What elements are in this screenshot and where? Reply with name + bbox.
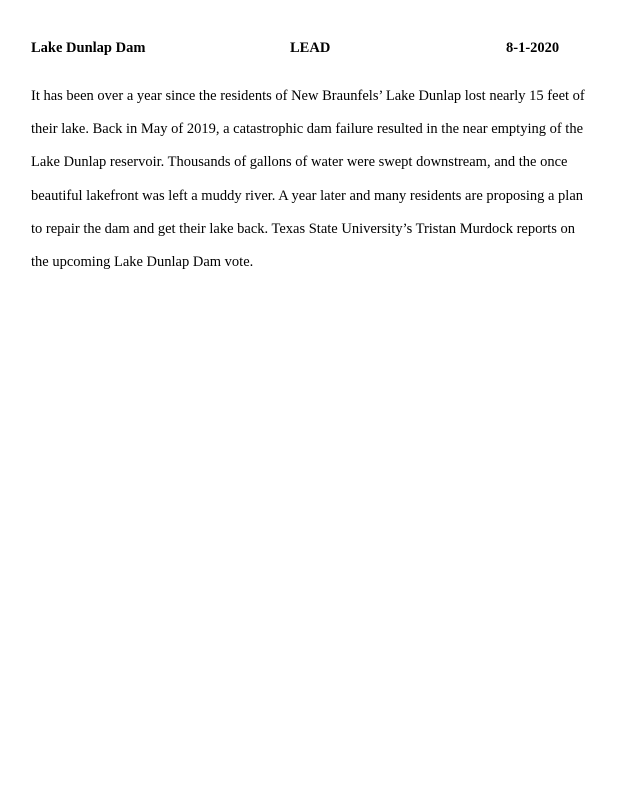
paragraph-line: to repair the dam and get their lake back. Texas State University’s Tristan Murdock reports on (31, 220, 575, 237)
paragraph-line: Lake Dunlap reservoir. Thousands of gallons of water were swept downstream, and the once (31, 154, 568, 171)
story-slug: Lake Dunlap Dam (31, 40, 146, 56)
script-header (31, 40, 571, 60)
paragraph-line: the upcoming Lake Dunlap Dam vote. (31, 254, 254, 271)
paragraph-line: their lake. Back in May of 2019, a catastrophic dam failure resulted in the near emptying of the (31, 121, 584, 138)
story-date: 8-1-2020 (506, 40, 560, 56)
lead-paragraph (31, 80, 589, 279)
paragraph-line: beautiful lakefront was left a muddy river. A year later and many residents are proposing a plan (31, 187, 584, 204)
paragraph-line: It has been over a year since the residents of New Braunfels’ Lake Dunlap lost nearly 15 feet of (31, 88, 585, 104)
story-type: LEAD (290, 40, 331, 56)
